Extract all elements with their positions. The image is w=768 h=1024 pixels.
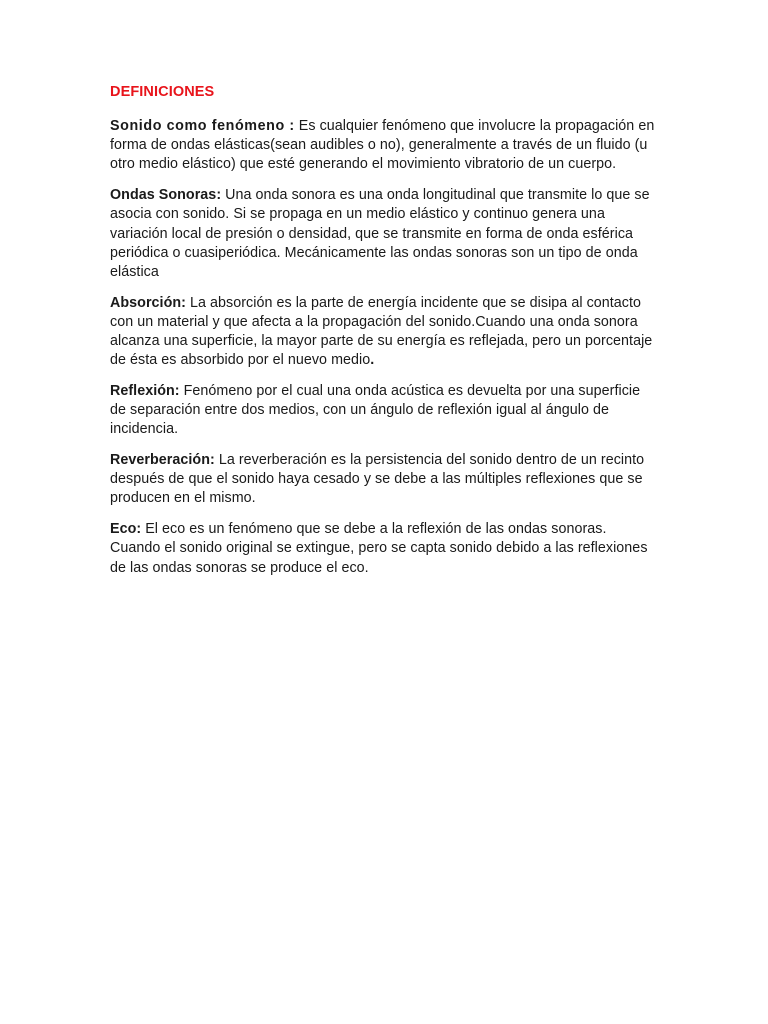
definition-reverberacion (110, 451, 658, 509)
document-heading: DEFINICIONES (110, 84, 215, 100)
definition-term: Absorción: (110, 294, 186, 311)
definition-term: Sonido como fenómeno : (110, 118, 295, 134)
definition-term: Eco: (110, 521, 142, 538)
definition-absorcion (110, 294, 658, 371)
definition-eco (110, 520, 658, 578)
definition-ondas-sonoras (110, 186, 658, 282)
definition-end: . (370, 352, 375, 369)
definition-text: Fenómeno por el cual una onda acústica es devuelta por una superficie de separación entre dos medios, con un ángulo de reflexión igual al ángulo de incidencia. (110, 382, 641, 438)
definition-sonido (110, 117, 658, 175)
definition-term: Reverberación: (110, 452, 215, 469)
definition-term: Reflexión: (110, 382, 180, 399)
definition-text: Es cualquier fenómeno que involucre la propagación en forma de ondas elásticas(sean audibles o no), generalmente a través de un fluido (u otro medio elástico) que esté generando el movimiento vibratorio de un cuerpo. (110, 118, 655, 173)
definition-text: La absorción es la parte de energía incidente que se disipa al contacto con un material y que afecta a la propagación del sonido.Cuando una onda sonora alcanza una superficie, la mayor parte de su energía es reflejada, pero un porcentaje de ésta es absorbido por el nuevo medio (110, 294, 653, 369)
definition-text: Una onda sonora es una onda longitudinal que transmite lo que se asocia con sonido. Si se propaga en un medio elástico y continuo genera una variación local de presión o densidad, que se transmite en forma de onda esférica periódica o cuasiperiódica. Mecánicamente las ondas sonoras son un tipo de onda elástica (110, 187, 650, 280)
definition-term: Ondas Sonoras: (110, 187, 222, 204)
definition-text: La reverberación es la persistencia del sonido dentro de un recinto después de que el sonido haya cesado y se debe a las múltiples reflexiones que se producen en el mismo. (110, 452, 645, 507)
definitions-list (110, 117, 658, 589)
definition-text: El eco es un fenómeno que se debe a la reflexión de las ondas sonoras. Cuando el sonido original se extingue, pero se capta sonido debido a las reflexiones de las ondas sonoras se produce el eco. (110, 521, 648, 576)
definition-reflexion (110, 382, 658, 440)
